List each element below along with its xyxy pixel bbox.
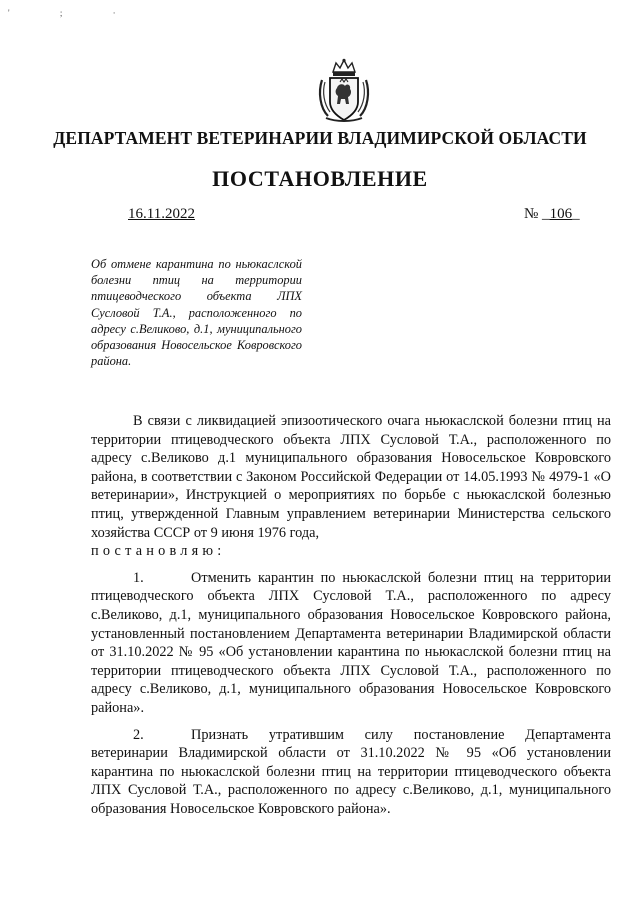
item-number: 1. [133, 569, 144, 586]
department-name: ДЕПАРТАМЕНТ ВЕТЕРИНАРИИ ВЛАДИМИРСКОЙ ОБЛАСТИ [53, 128, 587, 148]
item-text: Признать утратившим силу постановление Департамента ветеринарии Владимирской области от 31.10.2022 № 95 «Об установлении карантина по ньюкаслской болезни птиц на территории птицеводческого объекта ЛПХ Сусловой Т.А., расположенного по адресу с.Великово, д.1, муниципального образования Новосельское Ковровского района». [91, 726, 611, 817]
document-number [524, 206, 580, 223]
resolve-phrase: постановляю: [91, 543, 226, 560]
document-type-title: ПОСТАНОВЛЕНИЕ [212, 166, 428, 191]
number-suffix: _ [572, 206, 580, 222]
document-subject: Об отмене карантина по ньюкаслской болезни птиц на территории птицеводческого объекта ЛПХ Сусловой Т.А., расположенного по адресу с.Великово, д.1, муниципального образования Новосельское Ковровского района. [91, 257, 302, 369]
number-prefix: № _ [524, 206, 550, 222]
list-item [91, 726, 611, 819]
intro-paragraph: В связи с ликвидацией эпизоотического очага ньюкаслской болезни птиц на территории птицеводческого объекта ЛПХ Сусловой Т.А., расположенного по адресу с.Великово д.1 муниципального образования Новосельское Ковровского района, в соответствии с Законом Российской Федерации от 14.05.1993 № 4979-1 «О ветеринарии», Инструкцией о мероприятиях по борьбе с ньюкаслской болезнью птиц, утвержденной Главным управлением ветеринарии Министерства сельского хозяйства СССР от 9 июня 1976 года, [91, 413, 611, 541]
number-value: 106 [549, 206, 573, 222]
document-body [91, 412, 611, 818]
scan-marks: ' ; · [8, 8, 140, 18]
item-number: 2. [133, 726, 144, 743]
document-date: 16.11.2022 [128, 206, 195, 222]
item-text: Отменить карантин по ньюкаслской болезни птиц на территории птицеводческого объекта ЛПХ Сусловой Т.А., расположенного по адресу с.Великово, д.1, муниципального образования Новосельское Ковровского района, установленный постановлением Департамента ветеринарии Владимирской области от 31.10.2022 № 95 «Об установлении карантина по ньюкаслской болезни птиц на территории птицеводческого объекта ЛПХ Сусловой Т.А., расположенного по адресу с.Великово, д.1, муниципального образования Новосельское Ковровского района». [91, 569, 611, 716]
list-item [91, 569, 611, 718]
coat-of-arms-emblem [316, 58, 372, 124]
